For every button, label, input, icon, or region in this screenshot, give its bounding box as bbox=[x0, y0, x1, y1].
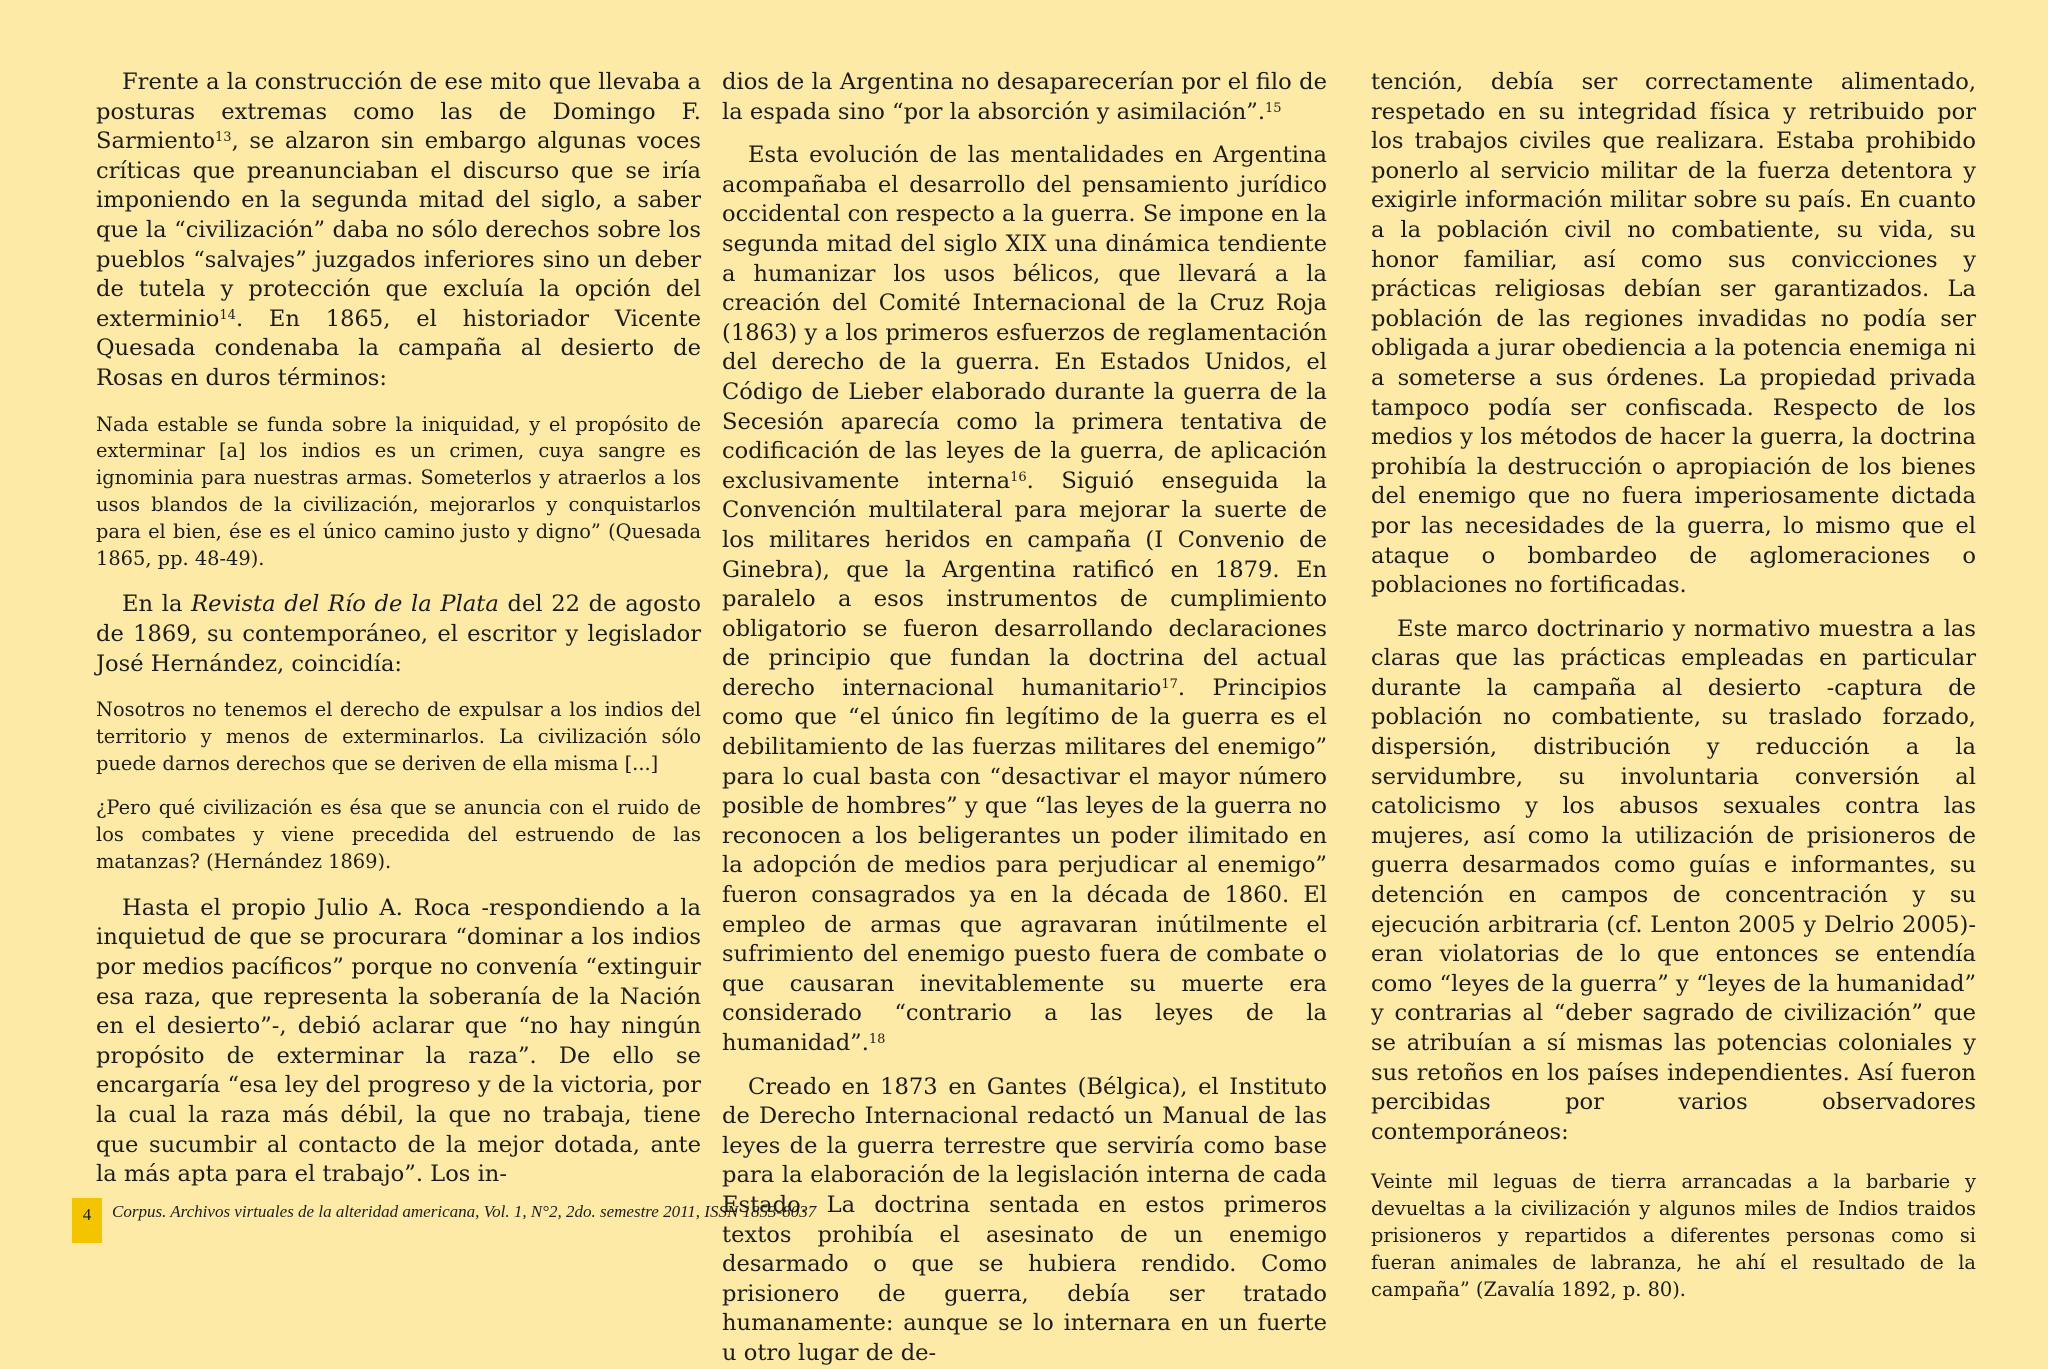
page-footer bbox=[72, 1198, 2048, 1243]
footnote-ref[interactable]: 15 bbox=[1265, 100, 1282, 116]
column-left bbox=[96, 68, 701, 1190]
block-quote: Nosotros no tenemos el derecho de expulsar a los indios del territorio y menos de exterminarlos. La civilización sólo puede darnos derechos que se deriven de ella misma [...] bbox=[96, 698, 701, 775]
paragraph: Creado en 1873 en Gantes (Bélgica), el Instituto de Derecho Internacional redactó un Manual de las leyes de la guerra terrestre que serviría como base para la elaboración de la legislación interna de cada Estado. La doctrina sentada en estos primeros textos prohibía el asesinato de un enemigo desarmado o que se hubiera rendido. Como prisionero de guerra, debía ser tratado humanamente: aunque se lo internara en un fuerte u otro lugar de de- bbox=[722, 1073, 1327, 1366]
paragraph: Este marco doctrinario y normativo muestra a las claras que las prácticas empleadas en particular durante la campaña al desierto -captura de población no combatiente, su traslado forzado, dispersión, distribución y reducción a la servidumbre, su involuntaria conversión al catolicismo y los abusos sexuales contra las mujeres, así como la utilización de prisioneros de guerra desarmados como guías e informantes, su detención en campos de concentración y su ejecución arbitraria (cf. Lenton 2005 y Delrio 2005)- eran violatorias de lo que entonces se entendía como “leyes de la guerra” y “leyes de la humanidad” y contrarias al “deber sagrado de civilización” que se atribuían a sí mismas las potencias coloniales y sus retoños en los países independientes. Así fueron percibidas por varios observadores contemporáneos: bbox=[1371, 615, 1976, 1145]
text-run: Frente a la construcción de ese mito que llevaba a posturas extremas como las de Domingo F. Sarmiento bbox=[96, 69, 701, 155]
column-right bbox=[1371, 68, 1976, 1321]
column-middle bbox=[722, 68, 1327, 1369]
paragraph bbox=[722, 68, 1327, 127]
paragraph bbox=[96, 590, 701, 679]
text-run: Esta evolución de las mentalidades en Argentina acompañaba el desarrollo del pensamiento jurídico occidental con respecto a la guerra. Se impone en la segunda mitad del siglo XIX una dinámica tendiente a humanizar los usos bélicos, que llevará a la creación del Comité Internacional de la Cruz Roja (1863) y a los primeros esfuerzos de reglamentación del derecho de la guerra. En Estados Unidos, el Código de Lieber elaborado durante la guerra de la Secesión aparecía como la primera tentativa de codificación de las leyes de la guerra, de aplicación exclusivamente interna bbox=[722, 142, 1327, 494]
paragraph bbox=[96, 68, 701, 394]
text-run: , se alzaron sin embargo algunas voces críticas que preanunciaban el discurso que se iría imponiendo en la segunda mitad del siglo, a saber que la “civilización” daba no sólo derechos sobre los pueblos “salvajes” juzgados inferiores sino un deber de tutela y protección que excluía la opción del exterminio bbox=[96, 128, 701, 332]
block-quote: Veinte mil leguas de tierra arrancadas a la barbarie y devueltas a la civilización y algunos miles de Indios traidos prisioneros y repartidos a diferentes personas como si fueran animales de labranza, he ahí el resultado de la campaña” (Zavalía 1892, p. 80). bbox=[1371, 1170, 1976, 1301]
paragraph: Hasta el propio Julio A. Roca -respondiendo a la inquietud de que se procurara “dominar a los indios por medios pacíficos” porque no convenía “extinguir esa raza, que representa la soberanía de la Nación en el desierto”-, debió aclarar que “no hay ningún propósito de exterminar la raza”. De ello se encargaría “esa ley del progreso y de la victoria, por la cual la raza más débil, la que no trabaja, tiene que sucumbir al contacto de la mejor dotada, ante la más apta para el trabajo”. Los in- bbox=[96, 894, 701, 1188]
footnote-ref[interactable]: 16 bbox=[1010, 469, 1027, 485]
footnote-ref[interactable]: 18 bbox=[868, 1032, 886, 1047]
footnote-ref[interactable]: 17 bbox=[1161, 676, 1178, 692]
footnote-ref[interactable]: 13 bbox=[215, 130, 232, 146]
paragraph: tención, debía ser correctamente alimentado, respetado en su integridad física y retribuido por los trabajos civiles que realizara. Estaba prohibido ponerlo al servicio militar de la fuerza detentora y exigirle información militar sobre su país. En cuanto a la población civil no combatiente, su vida, su honor familiar, así como sus convicciones y prácticas religiosas debían ser garantizados. La población de las regiones invadidas no podía ser obligada a jurar obediencia a la potencia enemiga ni a someterse a sus órdenes. La propiedad privada tampoco podía ser confiscada. Respecto de los medios y los métodos de hacer la guerra, la doctrina prohibía la destrucción o apropiación de los bienes del enemigo que no fuera imperiosamente dictada por las necesidades de la guerra, lo mismo que el ataque o bombardeo de aglomeraciones o poblaciones no fortificadas. bbox=[1371, 69, 1976, 599]
text-run: del 22 de agosto de 1869, su contemporáneo, el escritor y legislador José Hernández, coincidía: bbox=[96, 591, 702, 677]
footer-citation: Corpus. Archivos virtuales de la alteridad americana, Vol. 1, N°2, 2do. semestre 2011, ISSN 1853-8037 bbox=[112, 1202, 817, 1221]
text-run: En la bbox=[122, 591, 192, 618]
journal-title: Revista del Río de la Plata bbox=[191, 591, 499, 618]
text-run: . Principios como que “el único fin legítimo de la guerra es el debilitamiento de las fuerzas militares del enemigo” para lo cual basta con “desactivar el mayor número posible de hombres” y que “las leyes de la guerra no reconocen a los beligerantes un poder ilimitado en la adopción de medios para perjudicar al enemigo” fueron consagrados ya en la década de 1860. El empleo de armas que agravaran inútilmente el sufrimiento del enemigo puesto fuera de combate o que causaran inevitablemente su muerte era considerado “contrario a las leyes de la humanidad”. bbox=[722, 674, 1327, 1056]
block-quote: Nada estable se funda sobre la iniquidad, y el propósito de exterminar [a] los indios es un crimen, cuya sangre es ignominia para nuestras armas. Someterlos y atraerlos a los usos blandos de la civilización, mejorarlos y conquistarlos para el bien, ése es el único camino justo y digno” (Quesada 1865, pp. 48-49). bbox=[96, 412, 701, 570]
page-number: 4 bbox=[72, 1198, 102, 1243]
block-quote: ¿Pero qué civilización es ésa que se anuncia con el ruido de los combates y viene precedida del estruendo de las matanzas? (Hernández 1869). bbox=[96, 796, 701, 874]
text-run: dios de la Argentina no desaparecerían por el filo de la espada sino “por la absorción y asimilación”. bbox=[722, 69, 1327, 125]
text-run: . En 1865, el historiador Vicente Quesada condenaba la campaña al desierto de Rosas en duros términos: bbox=[96, 305, 701, 391]
text-run: . Siguió enseguida la Convención multilateral para mejorar la suerte de los militares heridos en campaña (I Convenio de Ginebra), que la Argentina ratificó en 1879. En paralelo a esos instrumentos de cumplimiento obligatorio se fueron desarrollando declaraciones de principio que fundan la doctrina del actual derecho internacional humanitario bbox=[722, 467, 1327, 701]
footnote-ref[interactable]: 14 bbox=[219, 307, 236, 323]
paragraph bbox=[722, 141, 1327, 1058]
